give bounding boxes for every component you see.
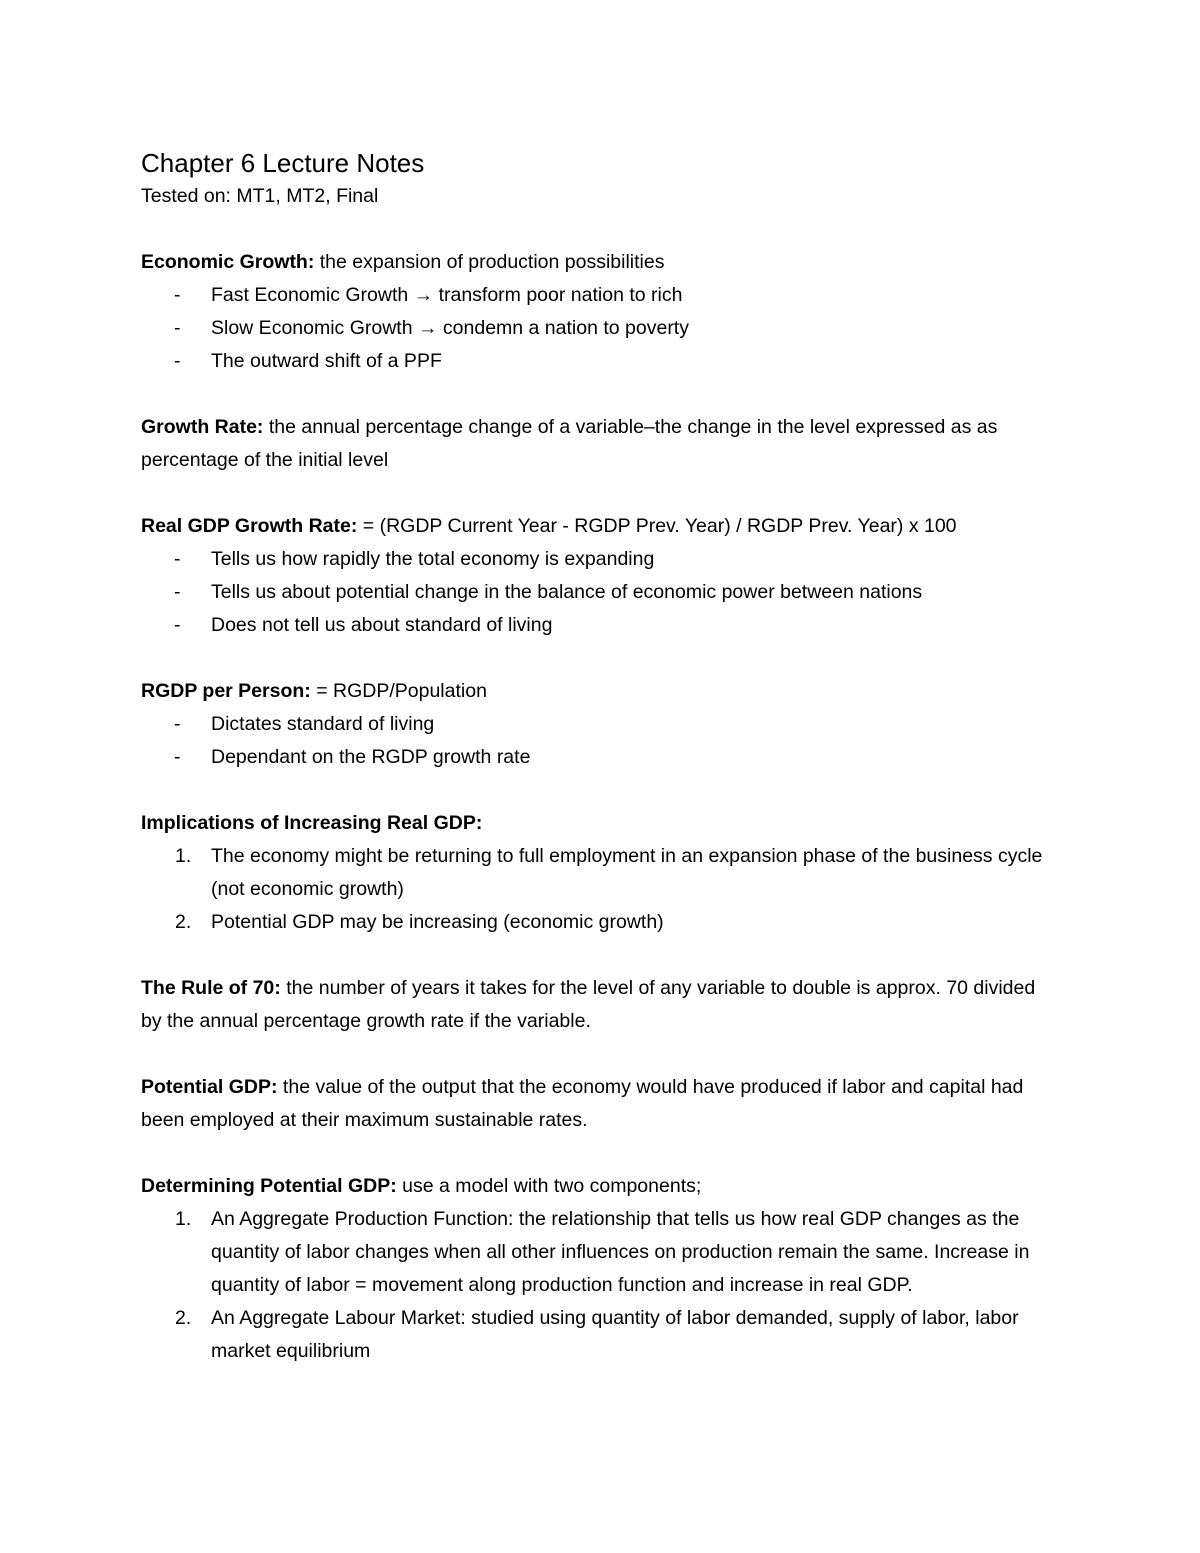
bullet-list	[141, 543, 1061, 642]
bullet-list	[141, 279, 1061, 378]
list-item	[141, 1302, 1061, 1368]
dash-bullet-icon: -	[174, 350, 181, 372]
list-item-text: Does not tell us about standard of living	[211, 614, 553, 636]
section-text: use a model with two components;	[396, 1175, 702, 1197]
list-item	[141, 576, 1061, 609]
list-item	[141, 1203, 1061, 1302]
section-text: = RGDP/Population	[310, 680, 487, 702]
list-number: 1.	[175, 1208, 192, 1230]
dash-bullet-icon: -	[174, 284, 181, 306]
section-term: RGDP per Person:	[141, 680, 311, 702]
section-definition	[141, 807, 1061, 840]
list-item	[141, 312, 1061, 345]
numbered-list	[141, 1203, 1061, 1368]
section-term: Implications of Increasing Real GDP:	[141, 812, 483, 834]
document-body	[141, 146, 1061, 1401]
list-number: 2.	[175, 1307, 192, 1329]
list-item	[141, 906, 1061, 939]
page-title: Chapter 6 Lecture Notes	[141, 148, 425, 178]
section-term: Determining Potential GDP:	[141, 1175, 397, 1197]
bullet-list	[141, 708, 1061, 774]
list-number: 2.	[175, 911, 192, 933]
tested-on-line: Tested on: MT1, MT2, Final	[141, 185, 379, 207]
numbered-list	[141, 840, 1061, 939]
list-item-text: An Aggregate Production Function: the relationship that tells us how real GDP changes as the quantity of labor changes when all other influences on production remain the same. Increase in quantity of labor = movement along production function and increase in real GDP.	[211, 1208, 1030, 1296]
section-term: Real GDP Growth Rate:	[141, 515, 358, 537]
section-term: Economic Growth:	[141, 251, 315, 273]
section-term: The Rule of 70:	[141, 977, 281, 999]
section-definition	[141, 1071, 1061, 1137]
dash-bullet-icon: -	[174, 746, 181, 768]
section-text: the annual percentage change of a variable–the change in the level expressed as as percentage of the initial level	[141, 416, 998, 471]
section-definition	[141, 246, 1061, 279]
list-item-text: Tells us how rapidly the total economy is expanding	[211, 548, 655, 570]
list-item-text: Dictates standard of living	[211, 713, 435, 735]
section-definition	[141, 411, 1061, 477]
list-item-text: The economy might be returning to full employment in an expansion phase of the business cycle (not economic growth)	[211, 845, 1043, 900]
list-number: 1.	[175, 845, 192, 867]
section-text: = (RGDP Current Year - RGDP Prev. Year) / RGDP Prev. Year) x 100	[357, 515, 957, 537]
list-item	[141, 741, 1061, 774]
notes-section	[141, 972, 1061, 1038]
notes-section	[141, 1170, 1061, 1368]
list-item	[141, 840, 1061, 906]
list-item-text: Tells us about potential change in the balance of economic power between nations	[211, 581, 923, 603]
list-item-text: The outward shift of a PPF	[211, 350, 442, 372]
notes-section	[141, 411, 1061, 477]
notes-section	[141, 675, 1061, 774]
list-item-text: Dependant on the RGDP growth rate	[211, 746, 531, 768]
list-item	[141, 708, 1061, 741]
section-definition	[141, 1170, 1061, 1203]
list-item-text: An Aggregate Labour Market: studied using quantity of labor demanded, supply of labor, labor market equilibrium	[211, 1307, 1019, 1362]
dash-bullet-icon: -	[174, 614, 181, 636]
section-text: the expansion of production possibilities	[314, 251, 665, 273]
dash-bullet-icon: -	[174, 581, 181, 603]
list-item	[141, 543, 1061, 576]
section-definition	[141, 510, 1061, 543]
dash-bullet-icon: -	[174, 548, 181, 570]
notes-sections	[141, 246, 1061, 1368]
list-item	[141, 279, 1061, 312]
dash-bullet-icon: -	[174, 317, 181, 339]
notes-section	[141, 246, 1061, 378]
list-item	[141, 345, 1061, 378]
section-text: the value of the output that the economy would have produced if labor and capital had been employed at their maximum sustainable rates.	[141, 1076, 1024, 1131]
list-item	[141, 609, 1061, 642]
list-item-text: Potential GDP may be increasing (economic growth)	[211, 911, 664, 933]
section-text: the number of years it takes for the level of any variable to double is approx. 70 divided by the annual percentage growth rate if the variable.	[141, 977, 1036, 1032]
section-definition	[141, 675, 1061, 708]
section-term: Growth Rate:	[141, 416, 264, 438]
section-definition	[141, 972, 1061, 1038]
list-item-text: Fast Economic Growth → transform poor nation to rich	[211, 284, 683, 306]
section-term: Potential GDP:	[141, 1076, 278, 1098]
notes-section	[141, 807, 1061, 939]
list-item-text: Slow Economic Growth → condemn a nation to poverty	[211, 317, 689, 339]
notes-section	[141, 510, 1061, 642]
dash-bullet-icon: -	[174, 713, 181, 735]
notes-section	[141, 1071, 1061, 1137]
